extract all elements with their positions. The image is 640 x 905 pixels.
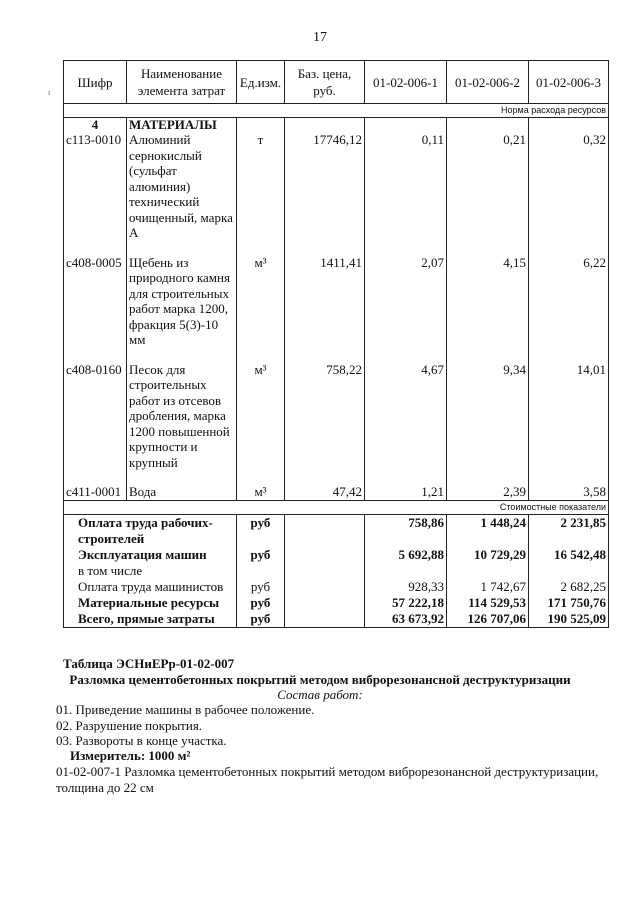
summary-unit: руб [237, 547, 285, 563]
row-v1: 2,07 [365, 255, 447, 348]
row-name: Песок для строительных работ из отсевов дробления, марка 1200 повышенной крупности и крупный [127, 362, 237, 471]
summary-v3: 2 682,25 [529, 579, 609, 595]
header-col-1: 01-02-006-1 [365, 61, 447, 104]
summary-row [64, 563, 609, 579]
header-unit: Ед.изм. [237, 61, 285, 104]
row-code: с408-0005 [64, 255, 127, 348]
row-code: с408-0160 [64, 362, 127, 471]
section-title: МАТЕРИАЛЫ [127, 118, 237, 133]
summary-row [64, 547, 609, 563]
step-2: 02. Разрушение покрытия. [56, 718, 203, 733]
summary-name: Материальные ресурсы [64, 595, 237, 611]
summary-name: Оплата труда машинистов [64, 579, 237, 595]
item-description: 01-02-007-1 Разломка цементобетонных покрытий методом виброрезонансной деструктуризации, толщина до 22 см [56, 764, 599, 795]
summary-row [64, 514, 609, 547]
table-row [64, 255, 609, 348]
summary-name: Всего, прямые затраты [64, 611, 237, 628]
section-number: 4 [64, 118, 127, 133]
row-name: Щебень из природного камня для строительных работ марка 1200, фракция 5(3)-10 мм [127, 255, 237, 348]
summary-row [64, 579, 609, 595]
summary-v2: 10 729,29 [447, 547, 529, 563]
row-unit: м³ [237, 362, 285, 471]
table-header-row [64, 61, 609, 104]
summary-v2: 126 707,06 [447, 611, 529, 628]
row-price: 1411,41 [285, 255, 365, 348]
step-3: 03. Развороты в конце участка. [56, 733, 227, 748]
summary-v3: 171 750,76 [529, 595, 609, 611]
summary-v2: 1 742,67 [447, 579, 529, 595]
row-unit: м³ [237, 255, 285, 348]
row-v2: 2,39 [447, 484, 529, 500]
table-row [64, 132, 609, 241]
summary-v1: 63 673,92 [365, 611, 447, 628]
next-table-title: Таблица ЭСНиЕРр-01-02-007 [63, 656, 235, 671]
margin-mark: ı [48, 88, 51, 97]
row-v3: 0,32 [529, 132, 609, 241]
summary-v3: 2 231,85 [529, 514, 609, 547]
header-name: Наименование элемента затрат [127, 61, 237, 104]
row-v3: 3,58 [529, 484, 609, 500]
summary-row [64, 611, 609, 628]
summary-v2: 1 448,24 [447, 514, 529, 547]
row-v3: 14,01 [529, 362, 609, 471]
table-row [64, 484, 609, 500]
header-col-3: 01-02-006-3 [529, 61, 609, 104]
summary-unit: руб [237, 514, 285, 547]
next-table-subtitle: Разломка цементобетонных покрытий методом виброрезонансной деструктуризации [69, 672, 571, 687]
header-col-2: 01-02-006-2 [447, 61, 529, 104]
row-name: Алюминий сернокислый (сульфат алюминия) технический очищенный, марка А [127, 132, 237, 241]
summary-row [64, 595, 609, 611]
meter: Измеритель: 1000 м² [70, 748, 191, 763]
table-row [64, 362, 609, 471]
summary-v2: 114 529,53 [447, 595, 529, 611]
header-code: Шифр [64, 61, 127, 104]
row-price: 758,22 [285, 362, 365, 471]
row-v2: 0,21 [447, 132, 529, 241]
summary-name: Эксплуатация машин [64, 547, 237, 563]
header-price: Баз. цена, руб. [285, 61, 365, 104]
summary-v3: 16 542,48 [529, 547, 609, 563]
summary-v1: 928,33 [365, 579, 447, 595]
row-v1: 4,67 [365, 362, 447, 471]
page-number: 17 [313, 30, 327, 45]
row-name: Вода [127, 484, 237, 500]
composition-title: Состав работ: [277, 687, 363, 702]
summary-unit: руб [237, 579, 285, 595]
section-row [64, 118, 609, 133]
row-price: 47,42 [285, 484, 365, 500]
resource-table [63, 60, 609, 628]
row-unit: т [237, 132, 285, 241]
row-v2: 9,34 [447, 362, 529, 471]
row-v2: 4,15 [447, 255, 529, 348]
row-code: с411-0001 [64, 484, 127, 500]
step-1: 01. Приведение машины в рабочее положение. [56, 702, 315, 717]
row-code: с113-0010 [64, 132, 127, 241]
summary-name: Оплата труда рабочих-строителей [64, 514, 237, 547]
summary-v1: 758,86 [365, 514, 447, 547]
row-v3: 6,22 [529, 255, 609, 348]
summary-name: в том числе [64, 563, 237, 579]
row-v1: 0,11 [365, 132, 447, 241]
summary-v3: 190 525,09 [529, 611, 609, 628]
band-cost: Стоимостные показатели [64, 500, 609, 514]
summary-unit: руб [237, 595, 285, 611]
summary-v1: 5 692,88 [365, 547, 447, 563]
summary-unit: руб [237, 611, 285, 628]
row-price: 17746,12 [285, 132, 365, 241]
band-norma: Норма расхода ресурсов [64, 104, 609, 118]
row-v1: 1,21 [365, 484, 447, 500]
summary-v1: 57 222,18 [365, 595, 447, 611]
row-unit: м³ [237, 484, 285, 500]
